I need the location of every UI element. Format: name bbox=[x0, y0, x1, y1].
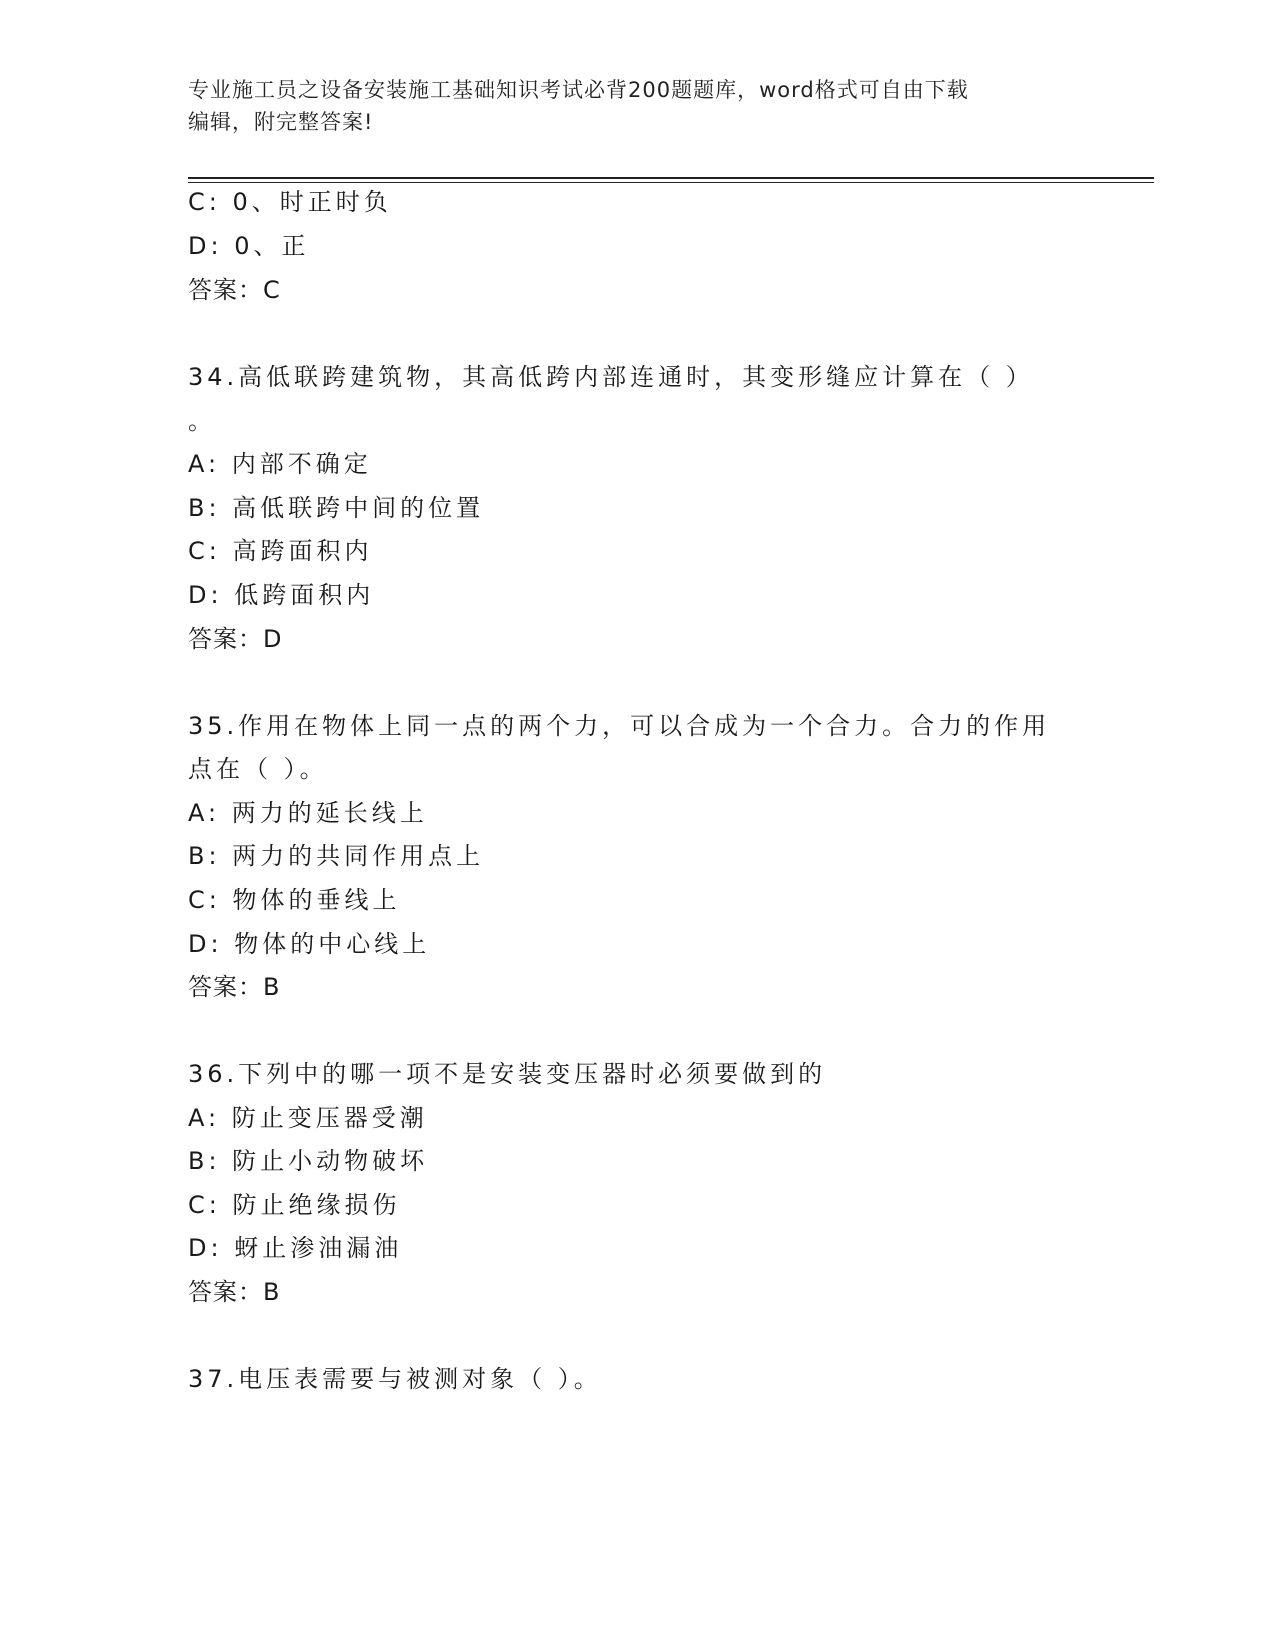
prev-option-d: D: 0、正 bbox=[188, 232, 310, 260]
header-divider-thin bbox=[188, 182, 1154, 183]
q36-answer: 答案：B bbox=[188, 1278, 281, 1306]
q36-option-d: D: 蚜止渗油漏油 bbox=[188, 1234, 403, 1262]
q34-option-a: A: 内部不确定 bbox=[188, 450, 372, 478]
document-header bbox=[188, 74, 1088, 138]
q37-stem-line-1: 37.电压表需要与被测对象（ ）。 bbox=[188, 1365, 602, 1393]
header-title-line-1: 专业施工员之设备安装施工基础知识考试必背200题题库，word格式可自由下载 bbox=[188, 78, 969, 102]
q34-option-d: D: 低跨面积内 bbox=[188, 581, 375, 609]
q35-option-a: A: 两力的延长线上 bbox=[188, 799, 428, 827]
q35-option-c: C: 物体的垂线上 bbox=[188, 886, 401, 914]
q35-answer: 答案：B bbox=[188, 973, 281, 1001]
prev-option-c: C: 0、时正时负 bbox=[188, 188, 392, 216]
q34-option-b: B: 高低联跨中间的位置 bbox=[188, 494, 485, 522]
q35-stem-line-2: 点在（ ）。 bbox=[188, 755, 328, 783]
q34-option-c: C: 高跨面积内 bbox=[188, 537, 373, 565]
header-title-line-2: 编辑，附完整答案! bbox=[188, 110, 374, 134]
q34-stem-line-2: 。 bbox=[188, 407, 216, 435]
header-divider-thick bbox=[188, 177, 1154, 179]
q34-answer: 答案：D bbox=[188, 625, 283, 653]
prev-answer: 答案：C bbox=[188, 276, 281, 304]
q35-option-d: D: 物体的中心线上 bbox=[188, 930, 431, 958]
q36-option-c: C: 防止绝缘损伤 bbox=[188, 1191, 401, 1219]
q35-option-b: B: 两力的共同作用点上 bbox=[188, 842, 485, 870]
q34-stem-line-1: 34.高低联跨建筑物，其高低跨内部连通时，其变形缝应计算在（ ） bbox=[188, 363, 1034, 391]
q36-option-b: B: 防止小动物破坏 bbox=[188, 1147, 429, 1175]
q36-stem-line-1: 36.下列中的哪一项不是安装变压器时必须要做到的 bbox=[188, 1060, 827, 1088]
q35-stem-line-1: 35.作用在物体上同一点的两个力，可以合成为一个合力。合力的作用 bbox=[188, 712, 1051, 740]
q36-option-a: A: 防止变压器受潮 bbox=[188, 1104, 428, 1132]
